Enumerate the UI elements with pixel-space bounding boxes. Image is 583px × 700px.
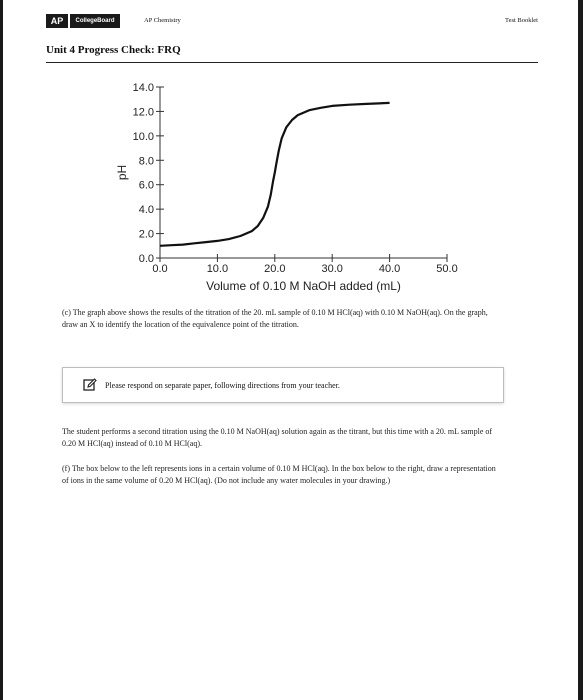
page-header bbox=[46, 14, 538, 30]
x-tick-label: 40.0 bbox=[378, 263, 401, 275]
ap-logo: AP bbox=[46, 14, 68, 28]
y-tick-label: 10.0 bbox=[132, 130, 154, 143]
collegeboard-logo: CollegeBoard bbox=[70, 14, 120, 28]
x-tick-label: 10.0 bbox=[206, 263, 229, 275]
question-f-label: (f) bbox=[62, 464, 70, 473]
page-title: Unit 4 Progress Check: FRQ bbox=[46, 44, 181, 56]
y-tick-label: 4.0 bbox=[138, 204, 154, 217]
course-name: AP Chemistry bbox=[144, 17, 181, 24]
y-tick-label: 6.0 bbox=[138, 179, 154, 192]
y-tick-label: 14.0 bbox=[132, 82, 154, 94]
question-c bbox=[62, 307, 502, 330]
y-axis-title: pH bbox=[115, 164, 129, 181]
x-tick-label: 0.0 bbox=[152, 263, 168, 275]
y-tick-label: 12.0 bbox=[132, 106, 154, 119]
question-f-text: The box below to the left represents ions in a certain volume of 0.10 M HCl(aq). In the box below to the right, draw a representation of ions in the same volume of 0.20 M HCl(aq). (Do not include any water molecules in your drawing.) bbox=[62, 464, 496, 485]
y-tick-label: 2.0 bbox=[138, 228, 154, 241]
title-divider bbox=[46, 62, 538, 63]
y-tick-label: 0.0 bbox=[138, 253, 154, 265]
question-c-text: The graph above shows the results of the titration of the 20. mL sample of 0.10 M HCl(aq) with 0.10 M NaOH(aq). On the graph, draw an X to identify the location of the equivalence point of the titration. bbox=[62, 308, 488, 329]
question-c-label: (c) bbox=[62, 308, 71, 317]
x-tick-label: 30.0 bbox=[321, 263, 343, 275]
notice-text: Please respond on separate paper, following directions from your teacher. bbox=[105, 381, 340, 390]
x-axis-title: Volume of 0.10 M NaOH added (mL) bbox=[206, 279, 401, 293]
y-tick-label: 8.0 bbox=[138, 155, 154, 168]
page-border-right bbox=[578, 0, 583, 700]
titration-graph bbox=[96, 70, 486, 300]
x-tick-label: 20.0 bbox=[264, 263, 286, 275]
pencil-edit-icon bbox=[83, 378, 97, 397]
question-f bbox=[62, 463, 504, 486]
response-notice bbox=[62, 367, 504, 403]
booklet-label: Test Booklet bbox=[505, 17, 538, 24]
titration-curve bbox=[160, 103, 390, 246]
page-border-left bbox=[0, 0, 3, 700]
x-tick-label: 50.0 bbox=[436, 263, 458, 275]
intro-paragraph: The student performs a second titration using the 0.10 M NaOH(aq) solution again as the titrant, but this time with a 20. mL sample of 0.20 M HCl(aq) instead of 0.10 M HCl(aq). bbox=[62, 427, 493, 448]
